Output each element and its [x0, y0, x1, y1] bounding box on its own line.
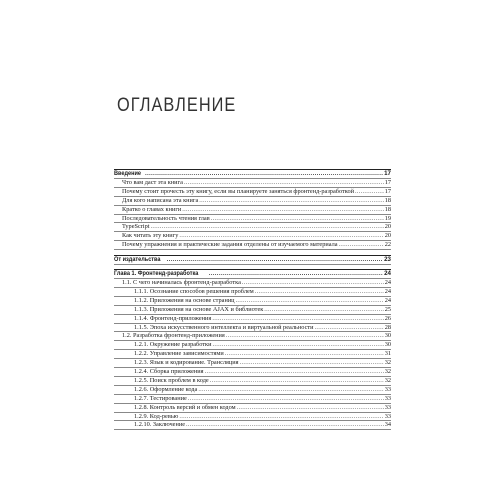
toc-entry[interactable]	[114, 377, 391, 386]
toc-entry-title: TypeScript	[122, 223, 150, 231]
toc-entry-title: 1.1.2. Приложения на основе страниц	[134, 296, 235, 304]
toc-entry-title: Почему упражнения и практические задания отделены от изучаемого материала	[122, 241, 338, 249]
toc-section-entry[interactable]	[114, 270, 391, 279]
dot-leader	[242, 279, 384, 287]
toc-page-number: 32	[384, 376, 391, 384]
dot-leader	[255, 288, 384, 296]
dot-leader	[212, 341, 383, 349]
toc-entry-title: Глава 1. Фронтенд-разработка	[114, 270, 199, 278]
toc-entry-title: 1.2.9. Код-ревью	[134, 412, 179, 420]
toc-entry[interactable]	[114, 188, 391, 197]
toc-entry[interactable]	[114, 223, 391, 232]
dot-leader	[179, 232, 383, 240]
toc-page-number: 34	[384, 421, 391, 429]
toc-page-number: 28	[384, 323, 391, 331]
toc-page-number: 19	[384, 214, 391, 222]
dot-leader	[184, 179, 384, 187]
toc-entry-title: Введение	[114, 170, 141, 177]
toc-entry[interactable]	[114, 306, 391, 315]
toc-entry-title: 1.2.8. Контроль версий и обмен кодом	[134, 403, 236, 411]
toc-entry[interactable]	[114, 350, 391, 359]
toc-page-number: 17	[384, 187, 391, 195]
dot-leader	[205, 368, 384, 376]
dot-leader	[315, 324, 384, 332]
toc-entry-title: 1.2.6. Оформление кода	[134, 385, 198, 393]
toc-entry[interactable]	[114, 324, 391, 333]
toc-page-number: 26	[384, 314, 391, 322]
toc-entry-title: 1.2.7. Тестирование	[134, 394, 187, 402]
toc-entry-title: Что вам даст эта книга	[122, 178, 183, 186]
toc-page-number: 33	[384, 412, 391, 420]
toc-page-number: 23	[384, 255, 391, 263]
toc-section-entry[interactable]	[114, 170, 391, 179]
dot-leader	[198, 386, 383, 394]
table-of-contents	[114, 169, 391, 435]
toc-page-number: 24	[384, 278, 391, 286]
toc-entry-title: 1.2. Разработка фронтенд-приложения	[122, 332, 225, 340]
toc-page-number: 33	[384, 403, 391, 411]
dot-leader	[264, 306, 383, 314]
dot-leader	[226, 332, 384, 340]
toc-entry[interactable]	[114, 315, 391, 324]
toc-entry[interactable]	[114, 404, 391, 413]
toc-page-number: 20	[384, 223, 391, 231]
toc-entry[interactable]	[114, 241, 391, 250]
dot-leader	[188, 395, 384, 403]
toc-page-number: 17	[384, 178, 391, 186]
toc-entry[interactable]	[114, 215, 391, 224]
toc-group	[114, 169, 391, 250]
dot-leader	[209, 270, 383, 278]
toc-entry[interactable]	[114, 368, 391, 377]
toc-entry[interactable]	[114, 332, 391, 341]
toc-entry[interactable]	[114, 179, 391, 188]
dot-leader	[236, 297, 384, 305]
dot-leader	[182, 206, 383, 214]
toc-entry[interactable]	[114, 421, 391, 430]
toc-page-number: 33	[384, 394, 391, 402]
toc-section-entry[interactable]	[114, 256, 391, 265]
toc-page-number: 32	[384, 368, 391, 376]
dot-leader	[145, 170, 383, 178]
toc-entry-title: Последовательность чтения глав	[122, 214, 210, 222]
toc-entry-title: 1.1.3. Приложения на основе AJAX и библиотек	[134, 305, 264, 313]
toc-entry-title: 1.2.1. Окружение разработки	[134, 341, 212, 349]
dot-leader	[237, 404, 384, 412]
toc-entry[interactable]	[114, 297, 391, 306]
dot-leader	[212, 315, 383, 323]
dot-leader	[186, 421, 384, 429]
toc-entry-title: 1.2.4. Сборка приложения	[134, 368, 204, 376]
toc-entry-title: Для кого написана эта книга	[122, 196, 199, 204]
toc-entry-title: 1.1.5. Эпоха искусственного интеллекта и виртуальной реальности	[134, 323, 314, 331]
toc-entry[interactable]	[114, 341, 391, 350]
dot-leader	[210, 377, 384, 385]
dot-leader	[240, 359, 384, 367]
toc-page-number: 22	[384, 241, 391, 249]
toc-entry-title: 1.2.5. Поиск проблем в коде	[134, 376, 209, 384]
toc-entry[interactable]	[114, 395, 391, 404]
dot-leader	[339, 241, 384, 249]
toc-page-number: 31	[384, 350, 391, 358]
toc-page-number: 30	[384, 341, 391, 349]
toc-entry[interactable]	[114, 386, 391, 395]
toc-page-number: 18	[384, 196, 391, 204]
toc-entry-title: 1.2.3. Язык и кодирование. Трансляция	[134, 359, 239, 367]
page-title: ОГЛАВЛЕНИЕ	[117, 95, 237, 116]
toc-entry[interactable]	[114, 232, 391, 241]
toc-entry[interactable]	[114, 288, 391, 297]
toc-entry-title: От издательства	[114, 255, 161, 263]
toc-page-number: 25	[384, 305, 391, 313]
toc-page-number: 20	[384, 232, 391, 240]
toc-page-number: 18	[384, 205, 391, 213]
toc-entry-title: Почему стоит прочесть эту книгу, если вы планируете заняться фронтенд-разработкой	[122, 187, 355, 195]
toc-entry-title: Как читать эту книгу	[122, 232, 179, 240]
toc-entry-title: 1.2.10. Заключение	[134, 421, 186, 429]
toc-entry-title: 1.1.1. Осознание способов решения проблем	[134, 287, 254, 295]
toc-group	[114, 269, 391, 430]
dot-leader	[211, 215, 384, 223]
toc-page-number: 33	[384, 385, 391, 393]
toc-group	[114, 255, 391, 265]
dot-leader	[225, 350, 384, 358]
dot-leader	[355, 188, 384, 196]
toc-entry-title: 1.1. С чего начиналась фронтенд-разработка	[122, 278, 241, 286]
toc-entry-title: 1.1.4. Фронтенд-приложения	[134, 314, 212, 322]
toc-page-number: 24	[384, 296, 391, 304]
toc-entry[interactable]	[114, 279, 391, 288]
toc-page-number: 30	[384, 332, 391, 340]
toc-page-number: 24	[384, 287, 391, 295]
toc-page-number: 24	[384, 270, 391, 278]
toc-entry-title: Кратко о главах книги	[122, 205, 182, 213]
toc-entry[interactable]	[114, 413, 391, 422]
dot-leader	[167, 256, 383, 264]
dot-leader	[151, 223, 384, 231]
dot-leader	[179, 413, 383, 421]
toc-entry[interactable]	[114, 359, 391, 368]
dot-leader	[199, 197, 383, 205]
toc-entry[interactable]	[114, 206, 391, 215]
toc-entry-title: 1.2.2. Управление зависимостями	[134, 350, 224, 358]
toc-page-number: 32	[384, 359, 391, 367]
toc-entry[interactable]	[114, 197, 391, 206]
toc-page-number: 17	[384, 170, 391, 177]
